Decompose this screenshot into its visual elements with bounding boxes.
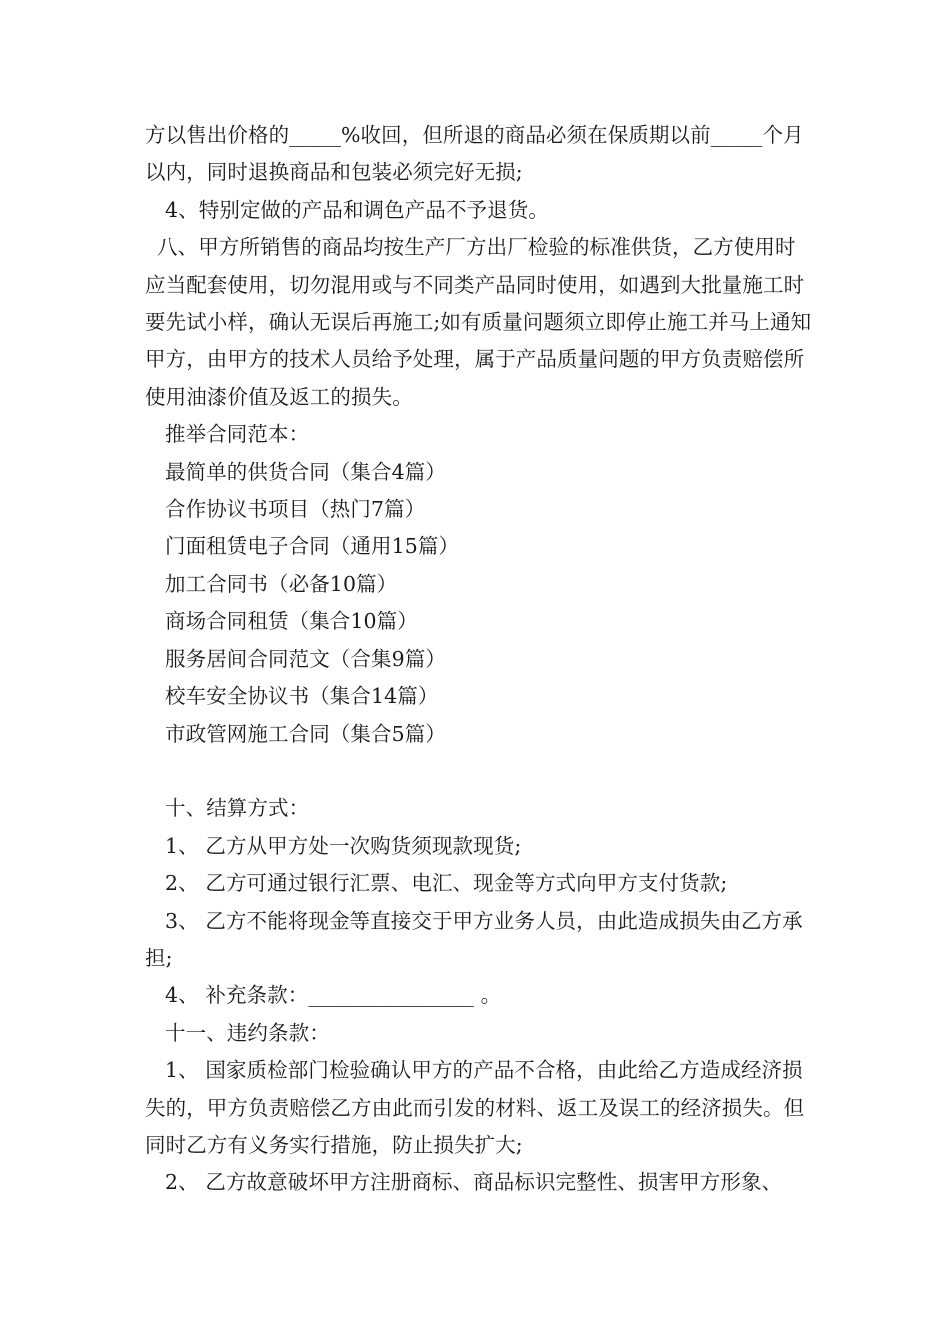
section-11-heading: 十一、违约条款：: [165, 1020, 330, 1045]
recommend-link-7[interactable]: 校车安全协议书（集合14篇）: [165, 684, 439, 709]
paragraph-section-8: 八、甲方所销售的商品均按生产厂方出厂检验的标准供货，乙方使用时应当配套使用，切勿混用或与不同类产品同时使用，如遇到大批量施工时要先试小样，确认无误后再施工;如有质量问题须立即停止施工并马上通知甲方，由甲方的技术人员给予处理，属于产品质量问题的甲方负责赔偿所使用油漆价值及返工的损失。: [145, 235, 812, 409]
clause-10-2: 2、 乙方可通过银行汇票、电汇、现金等方式向甲方支付货款;: [165, 871, 728, 896]
recommend-link-8[interactable]: 市政管网施工合同（集合5篇）: [165, 721, 446, 746]
recommend-link-5[interactable]: 商场合同租赁（集合10篇）: [165, 609, 418, 634]
recommend-title: 推举合同范本：: [165, 422, 310, 447]
recommend-link-4[interactable]: 加工合同书（必备10篇）: [165, 571, 398, 596]
section-10-heading: 十、结算方式：: [165, 796, 310, 821]
recommend-link-1[interactable]: 最简单的供货合同（集合4篇）: [165, 459, 446, 484]
clause-10-4: 4、 补充条款：________________ 。: [165, 983, 502, 1008]
clause-11-2: 2、 乙方故意破坏甲方注册商标、商品标识完整性、损害甲方形象、: [165, 1170, 783, 1195]
clause-10-3: 3、 乙方不能将现金等直接交于甲方业务人员，由此造成损失由乙方承担;: [145, 908, 803, 970]
recommend-link-3[interactable]: 门面租赁电子合同（通用15篇）: [165, 534, 460, 559]
paragraph-return-terms: 方以售出价格的_____%收回，但所退的商品必须在保质期以前_____个月以内，同时退换商品和包装必须完好无损;: [145, 123, 804, 185]
clause-10-1: 1、 乙方从甲方处一次购货须现款现货;: [165, 833, 522, 858]
recommend-link-6[interactable]: 服务居间合同范文（合集9篇）: [165, 646, 446, 671]
paragraph-no-return-custom: 4、特别定做的产品和调色产品不予退货。: [165, 197, 549, 222]
recommend-link-2[interactable]: 合作协议书项目（热门7篇）: [165, 497, 426, 522]
blank-line: [145, 753, 815, 790]
document-body: [145, 117, 815, 1202]
clause-11-1: 1、 国家质检部门检验确认甲方的产品不合格，由此给乙方造成经济损失的，甲方负责赔偿乙方由此而引发的材料、返工及误工的经济损失。但同时乙方有义务实行措施，防止损失扩大;: [145, 1058, 805, 1157]
